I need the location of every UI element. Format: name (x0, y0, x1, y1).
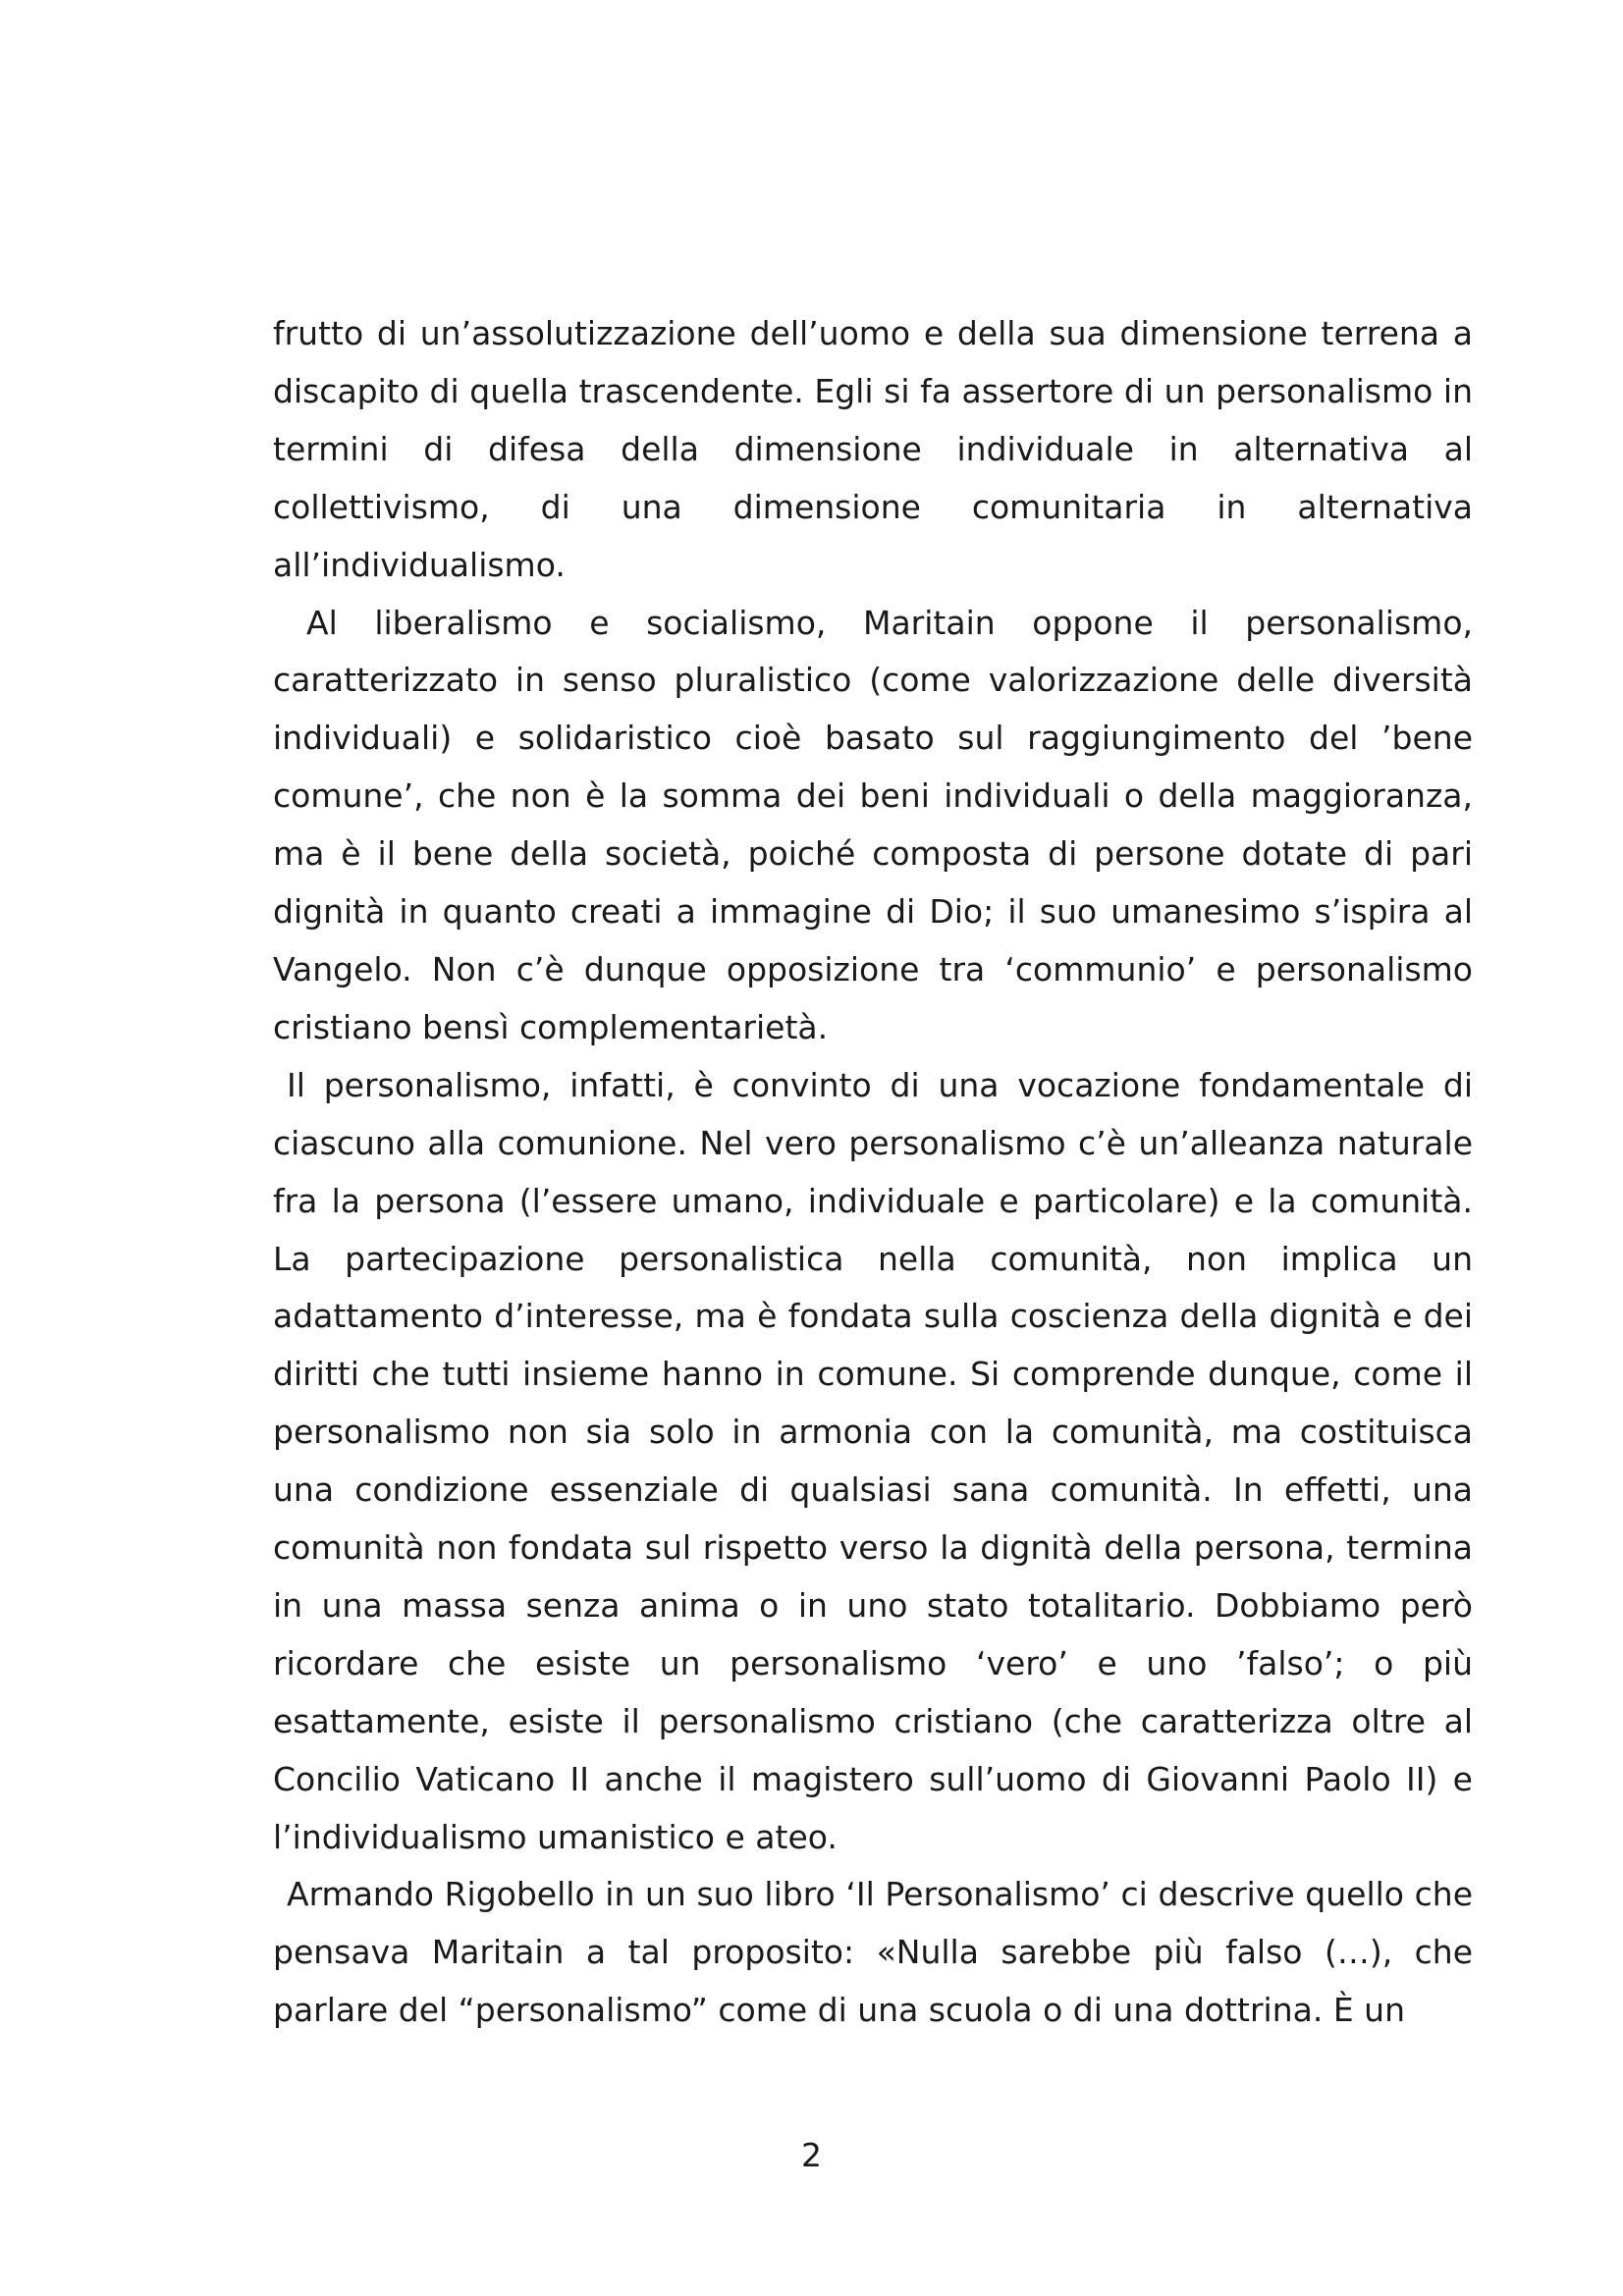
paragraph-3: Il personalismo, infatti, è convinto di una vocazione fondamentale di ciascuno alla comunione. Nel vero personalismo c’è un’alleanza naturale fra la persona (l’essere umano, individuale e particolare) e la comunità. La partecipazione personalistica nella comunità, non implica un adattamento d’interesse, ma è fondata sulla coscienza della dignità e dei diritti che tutti insieme hanno in comune. Si comprende dunque, come il personalismo non sia solo in armonia con la comunità, ma costituisca una condizione essenziale di qualsiasi sana comunità. In effetti, una comunità non fondata sul rispetto verso la dignità della persona, termina in una massa senza anima o in uno stato totalitario. Dobbiamo però ricordare che esiste un personalismo ‘vero’ e uno ’falso’; o più esattamente, esiste il personalismo cristiano (che caratterizza oltre al Concilio Vaticano II anche il magistero sull’uomo di Giovanni Paolo II) e l’individualismo umanistico e ateo. (273, 1065, 1473, 1856)
page-number: 2 (801, 2136, 822, 2174)
paragraph-2: Al liberalismo e socialismo, Maritain oppone il personalismo, caratterizzato in senso pluralistico (come valorizzazione delle diversità individuali) e solidaristico cioè basato sul raggiungimento del ’bene comune’, che non è la somma dei beni individuali o della maggioranza, ma è il bene della società, poiché composta di persone dotate di pari dignità in quanto creati a immagine di Dio; il suo umanesimo s’ispira al Vangelo. Non c’è dunque opposizione tra ‘communio’ e personalismo cristiano bensì complementarietà. (273, 603, 1473, 1046)
paragraph-4: Armando Rigobello in un suo libro ‘Il Personalismo’ ci descrive quello che pensava Maritain a tal proposito: «Nulla sarebbe più falso (…), che parlare del “personalismo” come di una scuola o di una dottrina. È un (273, 1875, 1473, 2030)
paragraph-1: frutto di un’assolutizzazione dell’uomo e della sua dimensione terrena a discapito di quella trascendente. Egli si fa assertore di un personalismo in termini di difesa della dimensione individuale in alternativa al collettivismo, di una dimensione comunitaria in alternativa all’individualismo. (273, 314, 1473, 584)
body-text (273, 305, 1473, 2040)
